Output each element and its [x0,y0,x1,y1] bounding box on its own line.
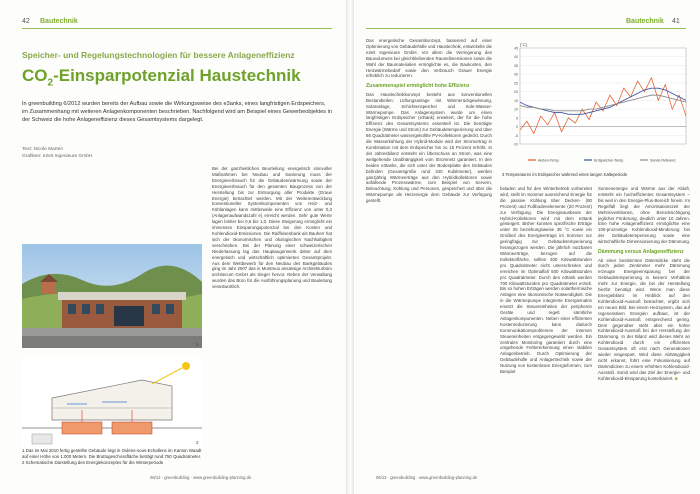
header-rule-left [22,28,332,29]
article-credits [22,147,92,160]
right-column-1 [366,38,492,470]
caption-2: 2 Schematische Darstellung des Energiekonzeptes für die Winterperiode [22,459,164,465]
chart-y-tick-label: 25 [514,81,518,86]
right-column-3 [598,186,690,470]
chart-y-tick-label: -5 [514,133,518,138]
article-kicker: Speicher- und Regelungstechnologien für bessere Anlageneffizienz [22,50,295,60]
chart-y-tick-label: 10 [514,107,518,112]
chart-legend-label: Sonde Referenz [650,158,676,163]
header-rule-right [366,28,686,29]
chart-y-tick-label: 40 [514,55,518,60]
title-subscript: 2 [47,77,54,89]
article-title [22,66,332,88]
credit-text: Text: Nicole Marten [22,147,64,152]
chart-y-tick-label: 20 [514,90,518,95]
chart-y-axis-label: [°C] [520,42,527,47]
chart-y-tick-label: 45 [514,46,518,51]
right-page [354,0,700,494]
section-header-left: Bautechnik [40,18,78,25]
footer-right: 06/13 · greenbuilding · www.greenbuilding-planning.de [376,475,478,480]
building-photo [22,244,202,348]
chart-legend-label: Erdspeicher-Temp. [594,158,625,163]
col1-intro: Das energetische Gesamtkonzept, basierend auf einer Optimierung von Gebäudehülle und Haustechnik, entwickelte die e2eit Ingenieure GmbH. Vor allem die Verringerung des Bauvolumens bei gleichbleibenden Raumdimensionen sowie die Wahl der Baumaterialien ermöglichte es, die Baukosten, den Heizwärmebedarf sowie den Verbrauch Grauer Energie erheblich zu reduzieren. [366,38,492,79]
chart-svg [502,40,692,170]
subhead-insulation: Dämmung versus Anlageneffizienz [598,249,684,256]
chart-y-tick-label: 15 [514,98,518,103]
page-number-left: 42 [22,18,30,25]
col1-body: Das Haustechnikkonzept besteht aus konventionellen Bestandteilen: Lüftungsanlage mit Wärmerückgewinnung, Solaranlage, Schichtenspeicher und Sole-Wasser-Wärmepumpe. Das Anlagensystem wurde um einen langfristigen Erdspeicher (e3tank) erweitert, der für die hohe Effizienz des Gesamtsystems essentiell ist. Die benötigte Energie (Wärme und Strom) zur Gebäudetemperierung und über 86 Quadratmeter wassergekühlte PV-Kollektoren gedeckt. Durch die Wasserkühlung der Hybrid-Module wird der Stromertrag in Kombination mit dem Erdspeicher bis zu 15 Prozent erhöht. In der Jahresbilanz entsteht ein Überschuss an Strom, was eine weitgehende Unabhängigkeit vom Stromnetz garantiert. In den beiden e3tanks, die sich unter der Bodenplatte des Gebäudes befinden (Gesamtgröße rund 340 Kubikmeter), werden ganzjährig Wärmeerträge aus den Hybridkollektoren sowie anfallende Prozesswärme, zum Beispiel von Servern, Beleuchtung, Kühlung und Personen, gespeichert und über die Wärmepumpe als Heizenergie dem Gebäude zur Verfügung gestellt. [366,91,492,204]
figure-captions [22,448,202,465]
end-mark: ■ [674,375,678,381]
title-suffix: -Einsparpotenzial Haustechnik [53,66,301,85]
chart-y-tick-label: 30 [514,72,518,77]
figure-2-number: 2 [196,440,199,445]
credit-graphics: Grafiken: e2eit Ingenieure GmbH [22,153,93,159]
right-column-2: beladen und für den Winterbetrieb vorbereitet wird, stellt im Sommer ausreichend Energie für die passive Kühlung über Decken- (80 Prozent) und Fußbodenelemente (20 Prozent) zur Verfügung. Die Energieausbeute der Hybrid-Kollektoren wird mit dem e3tank gesteigert. Bisher konnten spezifische Erträge unter 25 beziehungsweise 35 °C sowie ein Großteil des Energieertrags im Sommer nur geringfügig zur Gebäudetemperierung herangezogen werden. Die jährlich nutzbaren Wärmeerträge, bezogen auf die Kollektorfläche, sollten 300 Kilowattstunden pro Quadratmeter nicht unterschreiten und erreichen im Optimalfall 500 Kilowattstunden pro Quadratmeter. Durch den e3tank werden 700 Kilowattstunden pro Quadratmeter erzielt. Bis so hohen Erträgen werden solarthermische Anlagen eine ökonomische Notwendigkeit. Die in die Wärmepumpe integrierte Energiematrix ersetzt die Steuereinheiten der peripheren Geräte und regelt sämtliche Anlagenkomponenten. Neben einer effizienten Kostenreduzierung kann dadurch Kommunikationsproblemen der internen Steuereinheiten entgegengewirkt werden. Ein zentrales Monitoring garantiert durch eine umgehende Fehlererkennung einen stabilen Anlagenbetrieb. Durch Optimierung der Gebäudehülle und Anlagentechnik sowie der Nutzung von kostenlosen Energieformen, zum Beispiel [500,186,592,375]
left-body-column: Bei der ganzheitlichen Beurteilung energetisch sinnvoller Maßnahmen bei Neubau und Sanierung muss der Energieverbrauch für die Gebäudeerwärmung sowie der Energieverbrauch für den gesamten Baugrozess von der Herstellung bis zur Entsorgung aller Produkte (Graue Energie) betrachtet werden. Mit der Weiterentwicklung konventioneller Systemkomponenten von Heiz- und Kühlanlagen kann mittlerweile eine Effizienz von unter 0,3 (Anlagenaufwandszahl e) erreicht werden. Sehr gute Werte lagen bisher bei 0,6 bis 1,0. Diese Steigerung ermöglicht ein immenses Einsparungspotenzial bei den Kosten und Kohlendioxid-Emissionen. Die Raiffeisenbank als Bauherr hat sich der ökonomischen und ökologischen Nachhaltigkeit verschrieben. Bei der Planung einer schweizerischen Niederlassung lag das Hauptaugenmerk daher auf dem energetisch und wirtschaftlich optimierten Gesamtprojekt. Aus dem Wettbewerb für den Neubau des Bankgebäudes ging im Jahr 2007 das in Montreux ansässige Architekturbüro architecum GmbH als Sieger hervor. Neben der Verwaltung wurden das Büro für die Ausführungsplanung und Bauleitung verantwortlich. [212,166,332,290]
energy-concept-sketch [22,358,202,450]
chart-caption: 3 Temperaturen im Erdspeicher während eines langen Kälteperiode [502,172,628,177]
footer-left: 06/13 · greenbuilding · www.greenbuilding-planning.de [150,475,252,480]
caption-1: 1 Das im Mai 2010 fertig gestellte Gebäude liegt in Oulens-sous-Echallens im Kanton Waadt auf einer Höhe von 1.000 Metern. Die Bruttogeschossfläche beträgt rund 750 Quadratmeter. [22,448,202,459]
chart-y-tick-label: 5 [516,116,518,121]
col3-body: Ab einer bestimmten Dämmdicke steht die durch jeden Zentimeter mehr Dämmung erzeugte Energieeinsparung bei der Gebäudetemperierung in keinem Verhältnis mehr zur Energie, die bei der Herstellung hierfür benötigt wird. Wenn man diese Energiebilanz im Hinblick auf den Kohlendioxid-Ausstoß betrachtet, ergibt sich ein neues Bild. Bei einem Heizsystem, das auf regenerativen Energien aufbaut, ist der Kohlendioxid-Ausstoß entsprechend gering. Dem gegenüber steht aber ein hoher Kohlendioxid-Ausstoß bei der Herstellung der Dämmung. In der Bilanz wird dieses Mehr an Kohlendioxid durch ein effizientes Gesamtsystem oft erst nach Generationen wieder eingespart. Wird diese Abhängigkeit nicht erkannt, führt eine Fokussierung auf Dämmdicken zu einem erhöhten Kohlendioxid-Ausstoß. Somit wird das Ziel der Energie- und Kohlendioxid-Einsparung konterkariert. [598,257,690,381]
page-gutter [346,0,354,494]
subhead-efficiency: Zusammenspiel ermöglicht hohe Effizienz [366,83,470,90]
figure-1-number: 1 [196,342,199,347]
chart-y-tick-label: 0 [516,125,518,130]
chart-y-tick-label: -10 [512,142,518,147]
left-page [0,0,346,494]
col3-intro: Sonnenenergie und Wärme aus der Abluft, entsteht ein hocheffizientes Gesamtsystem – bis weit in den Energie-Plus-Bereich hinein. Im Regelfall liegt der Amortisationszeit der Mehrinvestitionen, ohne Berücksichtigung jeglicher Förderung, deutlich unter 10 Jahren. Eine hohe Anlageneffizienz ermöglichte eine 100-prozentige Kohlendioxid-Minderung bei der Gebäudetemperierung sowie eine wirtschaftliche Dimensionierung der Dämmung. [598,186,690,245]
chart-y-tick-label: 35 [514,63,518,68]
temperature-chart [502,40,692,170]
article-lead: In greenbuilding 6/2012 wurden bereits der Aufbau sowie die Wirkungsweise des e3anks, eines langfristigen Erdspeichers, im Zusammenhang mit weiteren Anlagenkomponenten beschrieben. Nachfolgend wird am Beispiel eines Gewerbeobjektes in der Schweiz die hohe Anlageneffizienz dieses Gesamtsystems dargelegt. [22,101,333,123]
chart-legend-label: Außen-Temp. [538,158,560,163]
section-header-right: Bautechnik [626,18,664,25]
title-prefix: CO [22,66,48,85]
page-number-right: 41 [672,18,680,25]
